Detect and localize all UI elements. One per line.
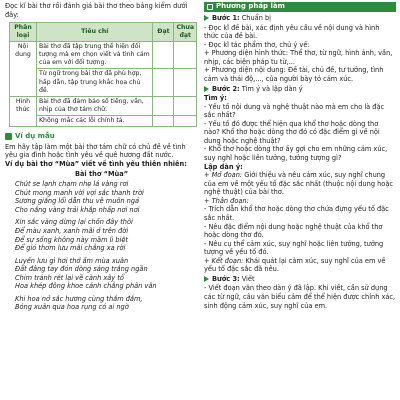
step-label: Bước 1: — [212, 14, 240, 22]
poem-line: Để màu xanh, xanh mãi ở trên đời — [15, 226, 129, 235]
step-3-heading — [204, 275, 396, 284]
evaluation-table — [9, 22, 197, 127]
step-line — [204, 171, 396, 197]
fail-checkbox-cell[interactable] — [174, 42, 197, 69]
step-line: - Yếu tố đó được thể hiện qua khổ thơ hoặc dòng thơ nào? Khổ thơ hoặc dòng thơ đó có đặc điểm gì về nội dung hoặc nghệ thuật? — [204, 119, 380, 145]
criteria-cell: Bài thơ đã tập trung thể hiện đối tượng mà em chọn viết và tình cảm của em với đối tượng. — [37, 42, 153, 69]
step-line: - Nêu đặc điểm nội dung hoặc nghệ thuật của khổ thơ hoặc dòng thơ đó. — [204, 222, 383, 240]
example-intro: Em hãy tập làm một bài thơ tám chữ có chủ đề về tình yêu gia đình hoặc tình yêu về quê hương đất nước. — [5, 142, 186, 160]
poem-line: Xin sắc vàng dừng lại chốn đây thôi — [15, 218, 133, 227]
category-content: Nội dung — [10, 42, 37, 96]
example-title: Ví dụ mẫu — [15, 131, 55, 140]
criteria-cell: Không mắc các lỗi chính tả. — [37, 115, 153, 126]
outline-part-text: Khái quát lại cảm xúc, suy nghĩ của em về yếu tố đặc sắc đã nêu. — [204, 256, 386, 274]
step-1-heading — [204, 14, 396, 23]
header-pass: Đạt — [153, 23, 174, 42]
poem-line: Chút se lạnh chạm nhẹ lá vàng rơi — [15, 180, 129, 189]
step-title: Chuẩn bị — [241, 14, 271, 22]
poem-stanza — [15, 180, 198, 214]
outline-part-label: + Kết đoạn: — [204, 256, 244, 265]
header-category: Phân loại — [10, 23, 37, 42]
step-line: - Trích dẫn khổ thơ hoặc dòng thơ chứa đựng yếu tố đặc sắc nhất. — [204, 205, 389, 222]
book-icon — [5, 133, 12, 140]
step-label: Bước 2: — [212, 84, 240, 93]
pass-checkbox-cell[interactable] — [153, 42, 174, 69]
outline-part-label: + Thân đoạn: — [204, 196, 249, 205]
poem-line: Cho nắng vàng trải khắp nhấp nơi nơi — [15, 205, 140, 214]
method-title: Phương pháp làm — [216, 2, 285, 11]
step-label: Bước 3: — [212, 274, 240, 283]
poem-line: Chút mong manh vời vợi sắc thanh trời — [15, 188, 144, 197]
right-column — [204, 2, 396, 310]
fail-checkbox-cell[interactable] — [174, 115, 197, 126]
table-row — [10, 96, 197, 115]
arrow-right-icon — [204, 15, 209, 21]
category-form: Hình thức — [10, 96, 37, 126]
method-header — [204, 2, 396, 12]
find-ideas-label: Tìm ý: — [204, 94, 227, 103]
step-2-heading — [204, 85, 396, 94]
step-line: + Phương diện hình thức: Thể thơ, từ ngữ, hình ảnh, vần, nhịp, các biện pháp tu từ,... — [204, 49, 393, 66]
arrow-right-icon — [204, 276, 209, 282]
step-title: Viết — [241, 274, 255, 283]
table-header-row — [10, 23, 197, 42]
criteria-cell: Bài thơ đã đảm bảo số tiếng, vần, nhịp của thơ tám chữ. — [37, 96, 153, 115]
poem-line: Chim tránh rét lại về cành xây tổ — [15, 273, 124, 282]
poem-line: Để gió thơm lưu mãi chẳng xa rời — [15, 244, 126, 253]
step-line: + Phương diện nội dung: Đề tài, chủ đề, tư tưởng, tình cảm và thái độ,..., của người bày tỏ cảm xúc. — [204, 66, 384, 83]
poem-stanza — [15, 295, 198, 312]
table-row — [10, 69, 197, 96]
arrow-right-icon — [204, 86, 209, 92]
poem-line: Để sự sống không này mầm li biệt — [15, 235, 129, 244]
poem-line: Khi hoa nở sắc hương cùng thắm đắm, — [15, 294, 143, 303]
example-heading — [5, 132, 198, 141]
header-fail: Chưa đạt — [174, 23, 197, 42]
pass-checkbox-cell[interactable] — [153, 115, 174, 126]
poem-stanza — [15, 218, 198, 252]
fail-checkbox-cell[interactable] — [174, 96, 197, 115]
step-line: - Yếu tố nội dung và nghệ thuật nào mà em cho là đặc sắc nhất? — [204, 102, 385, 120]
poem-line: Bóng xuân qua hoa rụng có ai ngờ — [15, 303, 129, 312]
step-line: - Đọc kĩ tác phẩm thơ, chủ ý về: — [204, 40, 310, 49]
table-row — [10, 42, 197, 69]
poem-title: Bài thơ “Mùa” — [74, 169, 129, 178]
outline-part-label: + Mở đoạn: — [204, 171, 243, 180]
step-line: - Nêu cụ thể cảm xúc, suy nghĩ hoặc liên tưởng, tưởng tượng về yếu tố đó. — [204, 239, 384, 257]
step-line: - Khổ thơ hoặc dòng thơ ấy gợi cho em những cảm xúc, suy nghĩ hoặc liên tưởng, tưởng tượng gì? — [204, 145, 388, 162]
poem-line: Sương giăng lối dẫn thu về muôn ngả — [15, 197, 140, 206]
fail-checkbox-cell[interactable] — [174, 69, 197, 96]
example-prompt: Ví dụ bài thơ “Mùa” viết về tình yêu thiên nhiên: — [5, 160, 187, 169]
checklist-icon — [207, 4, 213, 10]
poem-stanza — [15, 257, 198, 291]
criteria-cell: Từ ngữ trong bài thơ đã phù hợp, hấp dẫn, tập trung khắc họa chủ đề. — [37, 69, 153, 96]
step-line — [204, 257, 396, 274]
header-criteria: Tiêu chí — [37, 23, 153, 42]
poem-body — [5, 180, 198, 312]
poem-line: Luyến lưu gì hơi thở ấm mùa xuân — [15, 256, 129, 265]
left-column — [5, 2, 198, 316]
table-row — [10, 115, 197, 126]
outline-label: Lập dàn ý: — [204, 162, 243, 171]
poem-line: Đất đâng tay đón dòng sáng trắng ngần — [15, 265, 148, 274]
step-title: Tìm ý và lập dàn ý — [241, 84, 303, 93]
step-line: - Đọc kĩ đề bài, xác định yêu cầu về nội dung và hình thức của đề bài. — [204, 23, 380, 41]
poem-line: Hoa khép đông khoe cánh chẳng phân vân — [15, 282, 157, 291]
pass-checkbox-cell[interactable] — [153, 96, 174, 115]
step-line: - Viết đoạn văn theo dàn ý đã lập. Khi viết, cần sử dụng các từ ngữ, câu văn biểu cảm để thể hiện được chính xác, sinh động cảm xúc, suy nghĩ của em. — [204, 284, 396, 310]
pass-checkbox-cell[interactable] — [153, 69, 174, 96]
outline-part-text: Giới thiệu và nêu cảm xúc, suy nghĩ chung của em về một yếu tố đặc sắc nhất (thuộc nội dung hoặc nghệ thuật) của bài thơ. — [204, 171, 394, 197]
table-intro: Đọc kĩ bài thơ rồi đánh giá bài thơ theo bảng kiểm dưới đây: — [5, 2, 188, 19]
